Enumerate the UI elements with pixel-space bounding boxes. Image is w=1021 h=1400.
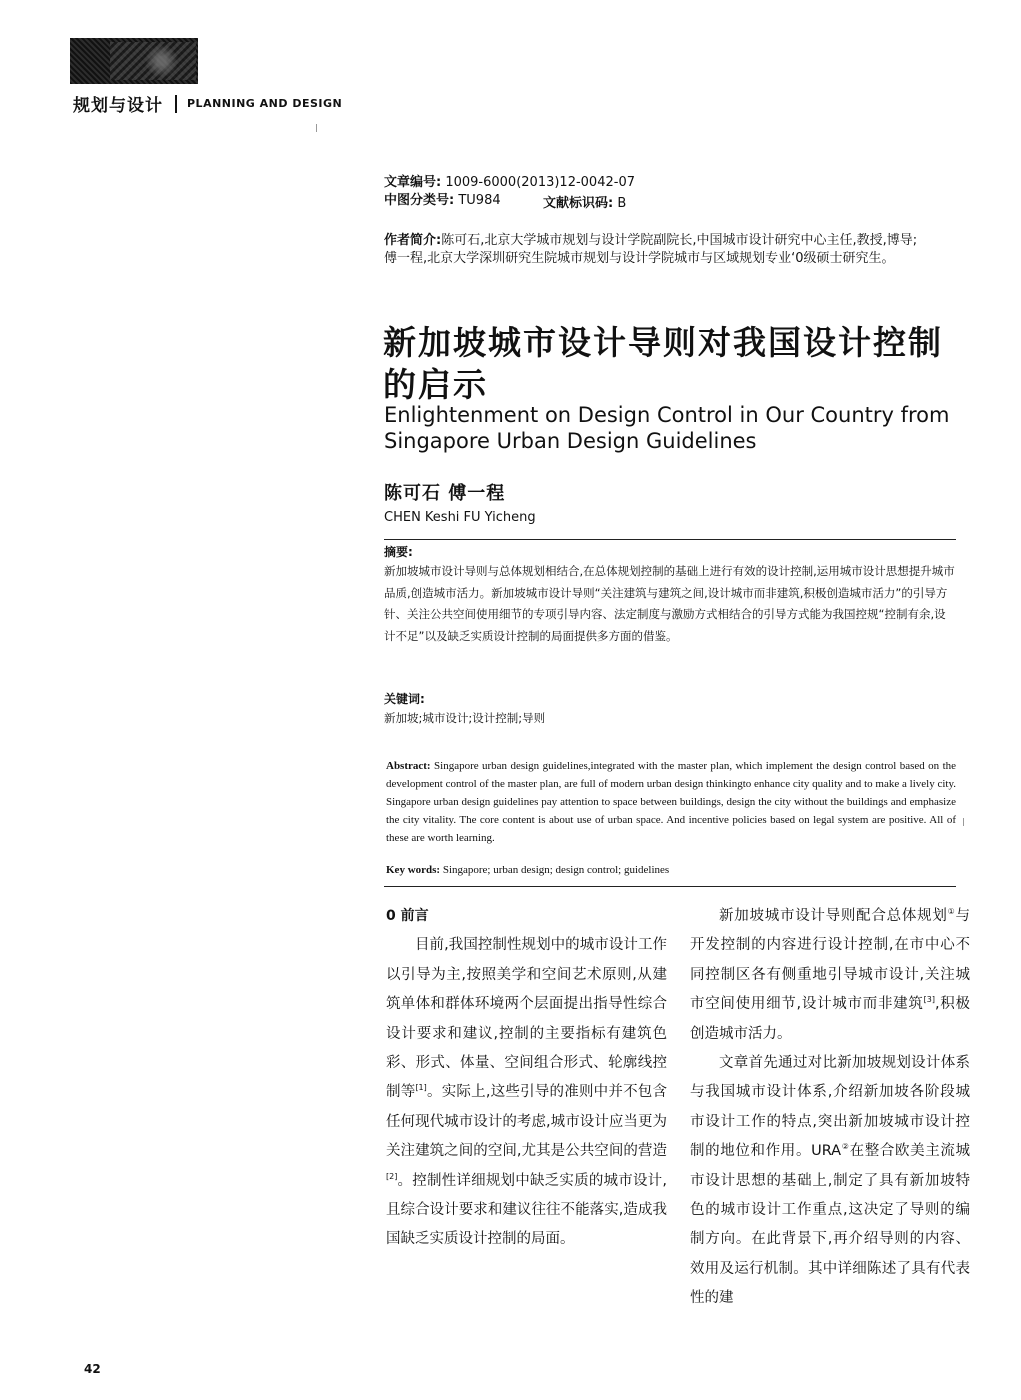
section-title-cn: 规划与设计: [73, 96, 163, 116]
body-paragraph-1: 目前,我国控制性规划中的城市设计工作以引导为主,按照美学和空间艺术原则,从建筑单体和群体环境两个层面提出指导性综合设计要求和建议,控制的主要指标有建筑色彩、形式、体量、空间组合形式、轮廓线控制等[1]。实际上,这些引导的准则中并不包含任何现代城市设计的考虑,城市设计应当更为关注建筑之间的空间,尤其是公共空间的营造[2]。控制性详细规划中缺乏实质的城市设计,且综合设计要求和建议往往不能落实,造成我国缺乏实质设计控制的局面。: [386, 937, 668, 1248]
article-number: [384, 174, 635, 192]
footnote-ref-1: ①: [947, 907, 956, 917]
article-number-label: 文章编号:: [384, 175, 442, 190]
body-column-left: [386, 902, 667, 1255]
keywords-en-label: Key words:: [386, 864, 441, 876]
author-intro-label: 作者简介:: [384, 233, 442, 248]
article-number-value: 1009-6000(2013)12-0042-07: [445, 175, 635, 190]
authors-en: CHEN Keshi FU Yicheng: [384, 510, 536, 525]
authors-cn: 陈可石 傅一程: [384, 483, 506, 504]
document-code-value: B: [617, 196, 627, 211]
author-intro-line1: 陈可石,北京大学城市规划与设计学院副院长,中国城市设计研究中心主任,教授,博导;: [441, 233, 918, 248]
article-title-cn: 新加坡城市设计导则对我国设计控制的启示: [383, 323, 943, 404]
classification-value: TU984: [458, 193, 501, 208]
document-code: [543, 192, 626, 211]
abstract-en-text: Singapore urban design guidelines,integrated with the master plan, which implement the design control based on the development control of the master plan, are full of modern urban design thinkingto enhance city quality and to make a lively city. Singapore urban design guidelines pay attention to space between buildings, design the city without the buildings and emphasize the city vitality. The core content is about use of urban space. And incentive policies based on legal system are positive. All of these are worth learning.: [386, 760, 957, 844]
citation-ref-2: [2]: [386, 1171, 398, 1181]
citation-ref-1: [1]: [415, 1083, 427, 1093]
article-title-en: Enlightenment on Design Control in Our Country from Singapore Urban Design Guidelines: [384, 403, 950, 453]
abstract-cn-text: 新加坡城市设计导则与总体规划相结合,在总体规划控制的基础上进行有效的设计控制,运用城市设计思想提升城市品质,创造城市活力。新加坡城市设计导则“关注建筑与建筑之间,设计城市而非建筑,积极创造城市活力”的引导方针、关注公共空间使用细节的专项引导内容、法定制度与激励方式相结合的引导方式能为我国控规“控制有余,设计不足”以及缺乏实质设计控制的局面提供多方面的借鉴。: [384, 564, 955, 643]
keywords-cn-text: 新加坡;城市设计;设计控制;导则: [384, 711, 546, 725]
scan-mark: [963, 818, 964, 826]
document-code-label: 文献标识码:: [543, 196, 614, 211]
body-paragraph-2: 新加坡城市设计导则配合总体规划①与开发控制的内容进行设计控制,在市中心不同控制区各有侧重地引导城市设计,关注城市空间使用细节,设计城市而非建筑[3],积极创造城市活力。: [690, 907, 971, 1042]
abstract-cn-label: 摘要:: [384, 545, 413, 559]
section-title-en: PLANNING AND DESIGN: [187, 97, 343, 110]
abstract-en-label: Abstract:: [386, 760, 431, 772]
section-header: [73, 91, 342, 116]
abstract-en: [386, 757, 956, 847]
keywords-en-text: Singapore; urban design; design control; guidelines: [442, 864, 670, 876]
body-paragraph-3: 文章首先通过对比新加坡规划设计体系与我国城市设计体系,介绍新加坡各阶段城市设计工作的特点,突出新加坡城市设计控制的地位和作用。URA②在整合欧美主流城市设计思想的基础上,制定了具有新加坡特色的城市设计工作重点,这决定了导则的编制方向。在此背景下,再介绍导则的内容、效用及运行机制。其中详细陈述了具有代表性的建: [690, 1055, 971, 1307]
section-heading-intro: 0 前言: [386, 908, 429, 924]
divider-top: [384, 539, 956, 540]
body-column-right: [690, 902, 970, 1314]
scan-mark: [316, 124, 317, 132]
keywords-en: [386, 864, 669, 876]
citation-ref-3: [3]: [923, 995, 935, 1005]
section-divider: [175, 95, 177, 113]
page-number: 42: [84, 1362, 101, 1376]
classification-label: 中图分类号:: [384, 193, 455, 208]
divider-bottom: [384, 886, 956, 887]
keywords-cn-label: 关键词:: [384, 692, 425, 706]
author-introduction: [384, 232, 954, 268]
header-logo-block: [70, 38, 198, 84]
footnote-ref-2: ②: [841, 1142, 850, 1152]
author-intro-line2: 傅一程,北京大学深圳研究生院城市规划与设计学院城市与区域规划专业‘0级硕士研究生。: [384, 251, 895, 266]
classification-number: [384, 192, 501, 210]
